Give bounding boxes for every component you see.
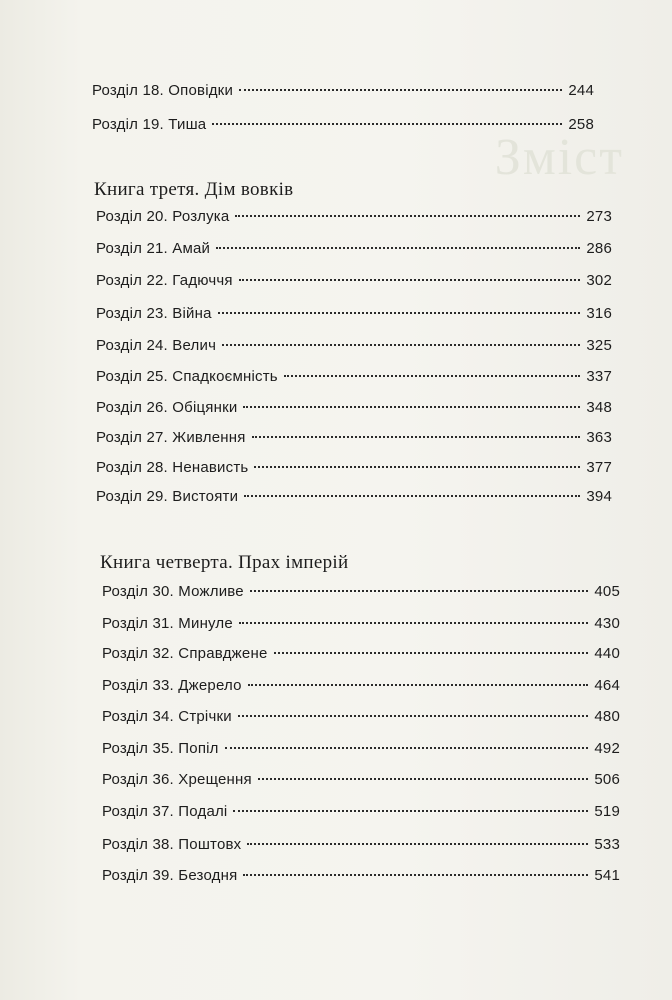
toc-entry[interactable] <box>102 708 620 728</box>
dot-leader <box>248 684 589 686</box>
toc-entry[interactable] <box>102 836 620 856</box>
toc-entry[interactable] <box>96 429 612 449</box>
toc-entry-title: Розділ 18. Оповідки <box>92 82 234 99</box>
dot-leader <box>258 778 589 780</box>
toc-entry-page: 244 <box>568 82 594 99</box>
dot-leader <box>238 715 589 717</box>
toc-entry-title: Розділ 20. Розлука <box>96 208 230 225</box>
toc-entry-title: Розділ 23. Війна <box>96 305 212 322</box>
toc-entry-page: 480 <box>594 708 620 725</box>
toc-entry[interactable] <box>102 615 620 635</box>
toc-entry-title: Розділ 25. Спадкоємність <box>96 368 278 385</box>
toc-entry-title: Розділ 37. Подалі <box>102 803 228 820</box>
toc-entry-page: 273 <box>586 208 612 225</box>
toc-entry[interactable] <box>96 459 612 479</box>
dot-leader <box>218 312 581 314</box>
toc-entry-page: 492 <box>594 740 620 757</box>
toc-entry-page: 541 <box>594 867 620 884</box>
dot-leader <box>216 247 580 249</box>
toc-entry-page: 363 <box>586 429 612 446</box>
toc-entry-title: Розділ 27. Живлення <box>96 429 246 446</box>
toc-entry-title: Розділ 22. Гадюччя <box>96 272 233 289</box>
toc-entry-page: 440 <box>594 645 620 662</box>
toc-entry-page: 533 <box>594 836 620 853</box>
toc-entry[interactable] <box>102 867 620 887</box>
toc-entry[interactable] <box>102 583 620 603</box>
toc-entry-title: Розділ 29. Вистояти <box>96 488 239 505</box>
dot-leader <box>225 747 589 749</box>
dot-leader <box>239 279 581 281</box>
toc-entry-page: 325 <box>586 337 612 354</box>
toc-entry-title: Розділ 38. Поштовх <box>102 836 242 853</box>
dot-leader <box>233 810 588 812</box>
dot-leader <box>250 590 589 592</box>
toc-entry[interactable] <box>96 208 612 228</box>
toc-entry-page: 302 <box>586 272 612 289</box>
toc-entry-title: Розділ 33. Джерело <box>102 677 242 694</box>
toc-entry[interactable] <box>102 740 620 760</box>
dot-leader <box>235 215 580 217</box>
toc-entry-title: Розділ 34. Стрічки <box>102 708 232 725</box>
section-heading-book-three: Книга третя. Дім вовків <box>94 179 294 200</box>
dot-leader <box>244 495 580 497</box>
toc-entry[interactable] <box>96 272 612 292</box>
toc-entry[interactable] <box>96 488 612 508</box>
dot-leader <box>252 436 581 438</box>
dot-leader <box>239 622 588 624</box>
toc-entry-page: 464 <box>594 677 620 694</box>
toc-entry[interactable] <box>96 368 612 388</box>
toc-entry-title: Розділ 39. Безодня <box>102 867 238 884</box>
toc-entry-title: Розділ 28. Ненависть <box>96 459 249 476</box>
toc-entry[interactable] <box>102 803 620 823</box>
dot-leader <box>222 344 580 346</box>
toc-entry-page: 337 <box>586 368 612 385</box>
dot-leader <box>254 466 580 468</box>
toc-entry-title: Розділ 35. Попіл <box>102 740 219 757</box>
section-heading-book-four: Книга четверта. Прах імперій <box>100 552 349 573</box>
dot-leader <box>274 652 589 654</box>
dot-leader <box>243 406 580 408</box>
toc-entry[interactable] <box>102 677 620 697</box>
toc-entry[interactable] <box>96 337 612 357</box>
dot-leader <box>284 375 581 377</box>
toc-entry-title: Розділ 26. Обіцянки <box>96 399 238 416</box>
toc-entry-page: 430 <box>594 615 620 632</box>
toc-entry-title: Розділ 24. Велич <box>96 337 217 354</box>
bleed-through-title: Зміст <box>494 129 624 186</box>
dot-leader <box>243 874 588 876</box>
dot-leader <box>239 89 562 91</box>
toc-entry[interactable] <box>102 771 620 791</box>
toc-entry-page: 258 <box>568 116 594 133</box>
toc-entry-page: 405 <box>594 583 620 600</box>
toc-entry-title: Розділ 19. Тиша <box>92 116 207 133</box>
toc-entry[interactable] <box>102 645 620 665</box>
toc-entry-title: Розділ 32. Справджене <box>102 645 268 662</box>
toc-entry[interactable] <box>92 116 594 136</box>
toc-entry[interactable] <box>96 240 612 260</box>
toc-entry-page: 519 <box>594 803 620 820</box>
toc-entry-page: 286 <box>586 240 612 257</box>
toc-entry-page: 377 <box>586 459 612 476</box>
toc-entry-title: Розділ 31. Минуле <box>102 615 233 632</box>
toc-entry[interactable] <box>96 305 612 325</box>
toc-entry[interactable] <box>96 399 612 419</box>
toc-entry-title: Розділ 21. Амай <box>96 240 211 257</box>
toc-entry-page: 394 <box>586 488 612 505</box>
toc-entry[interactable] <box>92 82 594 102</box>
dot-leader <box>247 843 588 845</box>
toc-entry-page: 506 <box>594 771 620 788</box>
toc-entry-title: Розділ 36. Хрещення <box>102 771 252 788</box>
toc-entry-page: 348 <box>586 399 612 416</box>
dot-leader <box>212 123 562 125</box>
toc-entry-page: 316 <box>586 305 612 322</box>
toc-entry-title: Розділ 30. Можливе <box>102 583 244 600</box>
